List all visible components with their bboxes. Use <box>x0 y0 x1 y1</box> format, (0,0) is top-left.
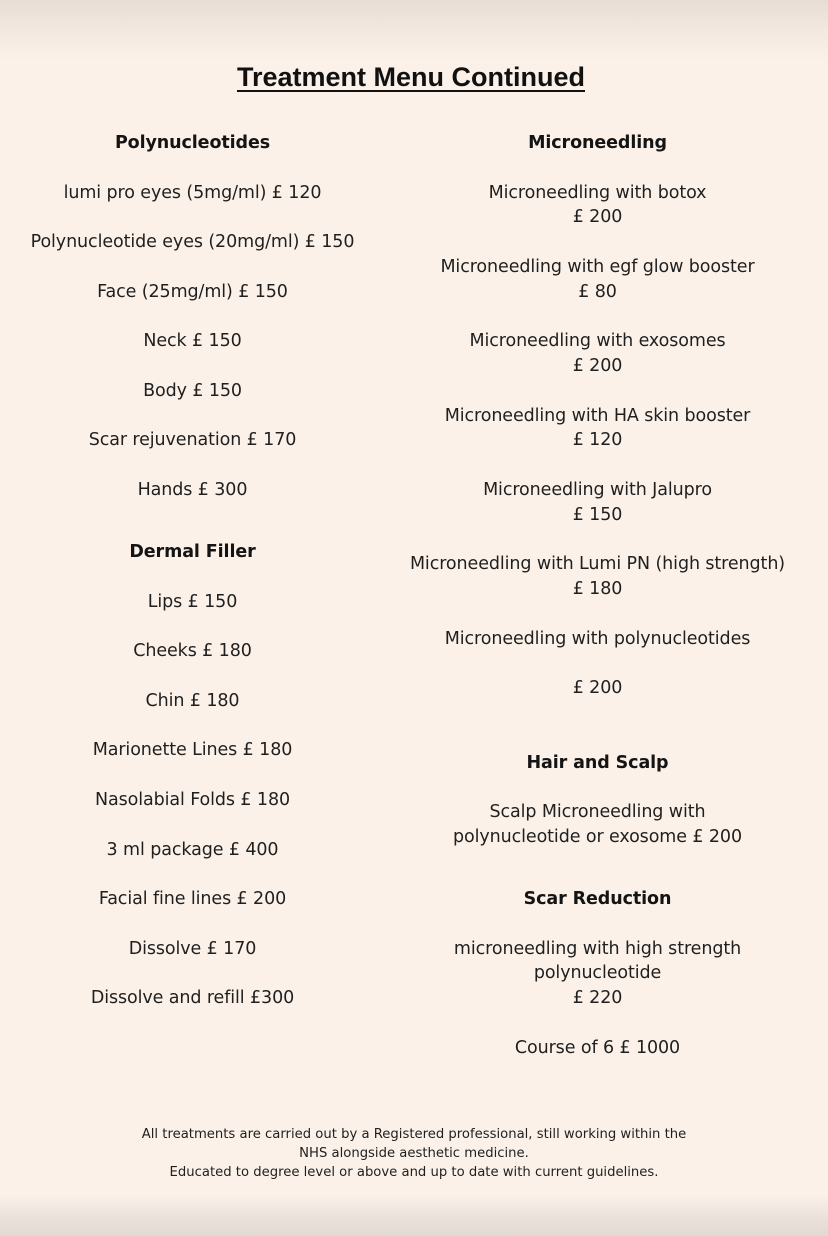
menu-item: Dissolve £ 170 <box>128 939 257 959</box>
menu-item-price: £ 180 <box>572 579 623 599</box>
menu-item: Dissolve and refill £300 <box>90 988 295 1008</box>
menu-item: Neck £ 150 <box>143 331 242 351</box>
menu-item: Body £ 150 <box>143 381 242 401</box>
section-heading-hair-and-scalp: Hair and Scalp <box>526 753 669 773</box>
menu-item-name: Microneedling with polynucleotides <box>444 629 751 649</box>
footer-disclaimer <box>0 1125 828 1182</box>
page-title-text: Treatment Menu Continued <box>236 62 585 92</box>
menu-item-price: £ 200 <box>572 356 623 376</box>
section-heading-dermal-filler: Dermal Filler <box>129 542 256 562</box>
menu-item: 3 ml package £ 400 <box>106 840 279 860</box>
menu-item-price: £ 220 <box>572 988 623 1008</box>
menu-item-name: Microneedling with exosomes <box>469 331 726 351</box>
footer-line: All treatments are carried out by a Registered professional, still working within the <box>141 1127 687 1142</box>
page-title <box>0 62 828 93</box>
section-heading-polynucleotides: Polynucleotides <box>114 133 271 153</box>
menu-item: Face (25mg/ml) £ 150 <box>97 282 288 302</box>
menu-item-price: £ 80 <box>578 282 617 302</box>
menu-item: Cheeks £ 180 <box>133 641 252 661</box>
menu-item-name: Microneedling with Jalupro <box>483 480 712 500</box>
menu-item-name: Microneedling with Lumi PN (high strength) <box>409 554 786 574</box>
menu-item-name: polynucleotide or exosome £ 200 <box>453 827 742 847</box>
menu-item-name: Microneedling with egf glow booster <box>440 257 755 277</box>
menu-item: Polynucleotide eyes (20mg/ml) £ 150 <box>30 232 355 252</box>
menu-item: Lips £ 150 <box>147 592 238 612</box>
menu-item-name: Microneedling with botox <box>488 183 707 203</box>
menu-item-name: microneedling with high strength <box>453 939 742 959</box>
section-heading-microneedling: Microneedling <box>528 133 667 153</box>
section-heading-scar-reduction: Scar Reduction <box>523 889 672 909</box>
menu-item: Facial fine lines £ 200 <box>98 889 287 909</box>
menu-item-name: polynucleotide <box>533 963 662 983</box>
menu-item: Course of 6 £ 1000 <box>514 1038 681 1058</box>
menu-item: Hands £ 300 <box>137 480 248 500</box>
menu-item-name: Microneedling with HA skin booster <box>444 406 751 426</box>
menu-item: Marionette Lines £ 180 <box>92 740 293 760</box>
menu-item-price: £ 150 <box>572 505 623 525</box>
menu-item: Chin £ 180 <box>145 691 240 711</box>
menu-item-name: Scalp Microneedling with <box>489 802 706 822</box>
footer-line: NHS alongside aesthetic medicine. <box>299 1146 529 1161</box>
menu-item-price: £ 200 <box>572 678 623 698</box>
menu-item-price: £ 200 <box>572 207 623 227</box>
menu-item-price: £ 120 <box>572 430 623 450</box>
menu-item: lumi pro eyes (5mg/ml) £ 120 <box>63 183 322 203</box>
menu-item: Scar rejuvenation £ 170 <box>88 430 297 450</box>
menu-item: Nasolabial Folds £ 180 <box>94 790 291 810</box>
footer-line: Educated to degree level or above and up to date with current guidelines. <box>169 1165 659 1180</box>
